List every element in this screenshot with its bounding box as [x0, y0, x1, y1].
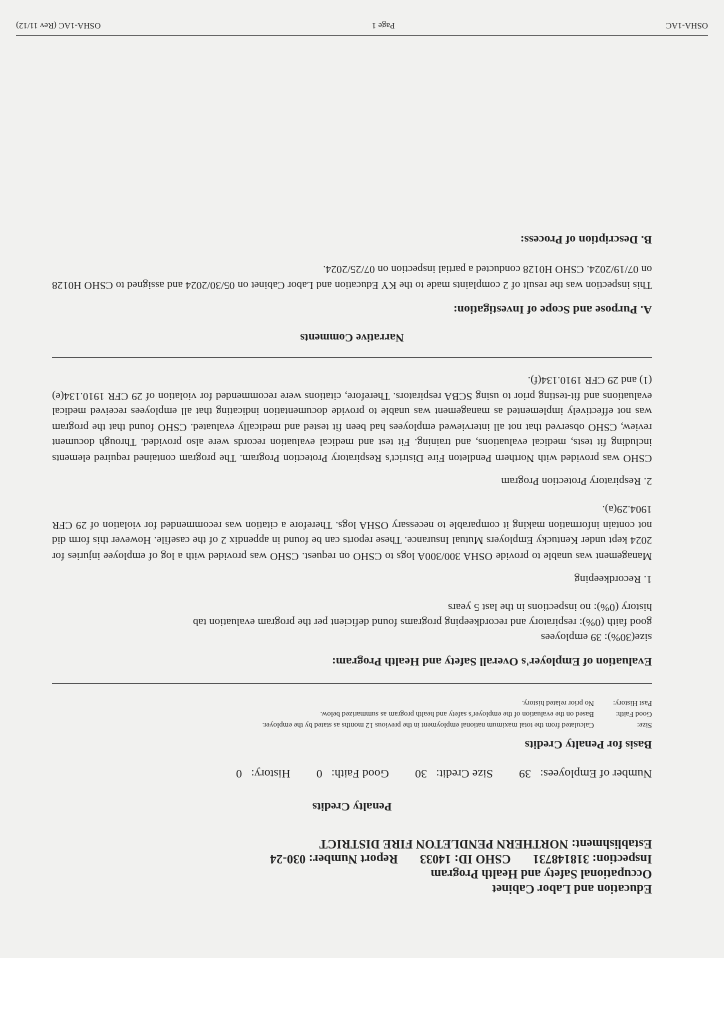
purpose-heading: A. Purpose and Scope of Investigation:: [453, 303, 652, 317]
evaluation-line: size(30%): 39 employees: [540, 631, 652, 643]
recordkeeping-heading: 1. Recordkeeping: [574, 573, 652, 585]
page-footer: [16, 21, 708, 36]
section-divider: [52, 357, 652, 358]
blank-background: [0, 958, 724, 1024]
evaluation-title: Evaluation of Employer's Overall Safety and Health Program:: [331, 655, 652, 669]
history-credit: [236, 766, 290, 781]
good-faith-value: 0: [316, 767, 323, 781]
good-faith-credit: [316, 766, 389, 781]
penalty-credits-title: Penalty Credits: [312, 800, 392, 814]
csho-id: CSHO ID: 14033: [419, 852, 511, 866]
history-value: 0: [236, 767, 242, 781]
process-heading: B. Description of Process:: [520, 233, 652, 247]
basis-row-history: [52, 698, 652, 709]
basis-label: Past History:: [613, 699, 652, 708]
basis-text: Calculated from the total maximum national employment in the previous 12 months as stated by the employer.: [262, 721, 594, 730]
respiratory-paragraph: CSHO was provided with Northern Pendleton Fire District's Respiratory Protection Program. The program contained required elements including fit tests, medical evaluations, and training. Fit test and medical evaluation records were also provided. Through document review, CSHO observed that not all interviewed employees had been fit tested and medically evaluated. CSHO found that the program was not effectively implemented as management was unable to provide documentation indicating that all employees received medical evaluations and fit-testing prior to using SCBA respirators. Therefore, citations were recommended for violation of 29 CFR 1910.134(e)(1) and 29 CFR 1910.134(f).: [52, 374, 652, 464]
basis-text: No prior related history.: [522, 699, 594, 708]
employees-value: 39: [519, 767, 532, 781]
penalty-credits-row: [52, 766, 652, 781]
basis-table: [52, 698, 652, 731]
basis-row-size: [52, 720, 652, 731]
agency-name: Education and Labor Cabinet: [492, 882, 652, 896]
program-name: Occupational Safety and Health Program: [430, 867, 652, 881]
employees-label: Number of Employees:: [540, 767, 652, 781]
establishment-name: Establishment: NORTHERN PENDLETON FIRE DISTRICT: [319, 837, 652, 851]
basis-text: Based on the evaluation of the employer's safety and health program as summarized below.: [320, 710, 594, 719]
narrative-title: Narrative Comments: [300, 331, 404, 343]
basis-row-good-faith: [52, 709, 652, 720]
basis-label: Good Faith:: [615, 710, 652, 719]
evaluation-line: good faith (0%): respiratory and recordkeeping programs found deficient per the program evaluation tab: [192, 616, 652, 628]
document-body: [52, 232, 652, 896]
footer-form-id: OSHA-1AC: [665, 21, 708, 31]
section-divider: [52, 683, 652, 684]
purpose-paragraph: This inspection was the result of 2 complaints made to the KY Education and Labor Cabinet on 05/30/2024 and assigned to CSHO H0128 on 07/19/2024. CSHO H0128 conducted a partial inspection on 07/25/2024.: [52, 263, 652, 291]
document-header: [52, 836, 652, 896]
evaluation-line: history (0%): no inspections in the last 5 years: [447, 601, 652, 613]
footer-form-revision: OSHA-1AC (Rev 11/12): [16, 21, 101, 31]
history-label: History:: [251, 767, 291, 781]
recordkeeping-paragraph: Management was unable to provide OSHA 300/300A logs to CSHO on request. CSHO was provided with a log of employee injuries for 2024 kept under Kentucky Employers Mutual Insurance. These reports can be found in appendix 2 of the casefile. However this form did not contain information making it comparable to necessary OSHA logs. Therefore a citation was recommended for violation of 29 CFR 1904.29(a).: [52, 503, 652, 562]
footer-page-number: Page 1: [371, 21, 395, 31]
evaluation-summary: [52, 599, 652, 644]
employees-count: [519, 766, 652, 781]
report-number: Report Number: 030-24: [270, 852, 398, 866]
basis-title: Basis for Penalty Credits: [524, 738, 652, 752]
respiratory-heading: 2. Respiratory Protection Program: [501, 475, 652, 487]
good-faith-label: Good Faith:: [331, 767, 390, 781]
size-credit: [415, 766, 493, 781]
inspection-number: Inspection: 318148731: [532, 852, 652, 866]
inspection-row: [52, 851, 652, 866]
size-credit-value: 30: [415, 767, 428, 781]
size-credit-label: Size Credit:: [436, 767, 494, 781]
basis-label: Size:: [637, 721, 652, 730]
